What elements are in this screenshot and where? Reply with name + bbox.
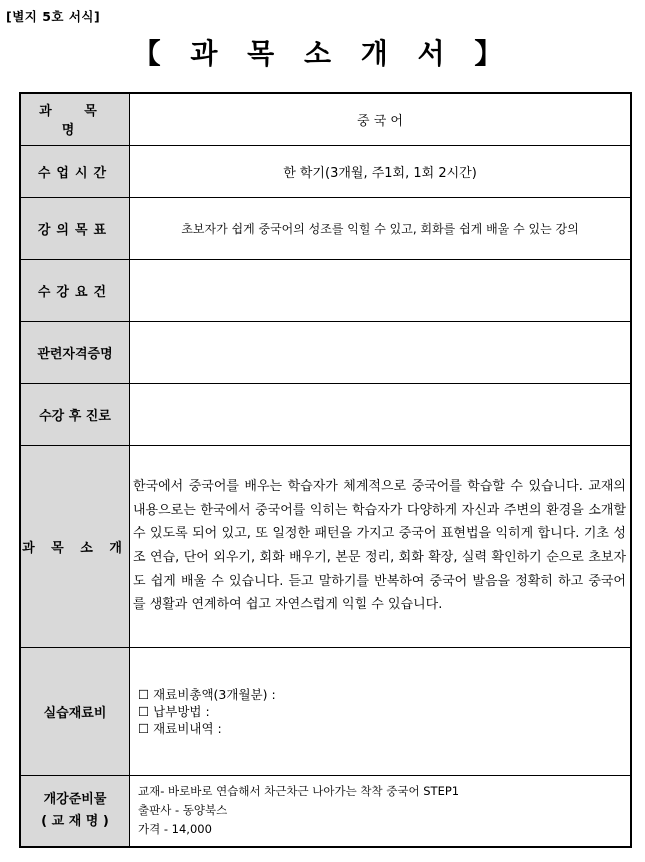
row-intro (20, 445, 631, 647)
course-name-label: 과 목 명 (20, 93, 130, 145)
lecture-goal-value: 초보자가 쉽게 중국어의 성조를 익힐 수 있고, 회화를 쉽게 배울 수 있는 강의 (130, 197, 632, 259)
class-hours-label: 수업시간 (20, 145, 130, 197)
requirements-label: 수강요건 (20, 259, 130, 321)
textbook-title: 교재- 바로바로 연습해서 차근차근 나아가는 착착 중국어 STEP1 (138, 784, 460, 799)
row-textbook (20, 775, 631, 847)
form-number-label: [별지 5호 서식] (6, 9, 101, 24)
course-name-value: 중 국 어 (130, 93, 632, 145)
row-class-hours (20, 145, 631, 197)
textbook-cell (130, 775, 632, 847)
textbook-label-line2: ( 교 재 명 ) (41, 813, 109, 829)
career-label: 수강 후 진로 (20, 383, 130, 445)
intro-cell (130, 445, 632, 647)
payment-method-checkbox[interactable]: ☐ 납부방법 : (138, 703, 210, 719)
certification-label: 관련자격증명 (20, 321, 130, 383)
career-value (130, 383, 632, 445)
row-lecture-goal (20, 197, 631, 259)
requirements-value (130, 259, 632, 321)
document-title: 【 과 목 소 개 서 】 (132, 37, 513, 70)
textbook-label-line1: 개강준비물 (43, 791, 107, 807)
materials-total-checkbox[interactable]: ☐ 재료비총액(3개월분) : (138, 686, 276, 702)
row-requirements (20, 259, 631, 321)
row-course-name (20, 93, 631, 145)
textbook-publisher: 출판사 - 동양북스 (138, 803, 228, 818)
textbook-label (20, 775, 130, 847)
certification-value (130, 321, 632, 383)
materials-label: 실습재료비 (20, 647, 130, 775)
course-info-table (19, 92, 632, 848)
row-materials (20, 647, 631, 775)
materials-detail-checkbox[interactable]: ☐ 재료비내역 : (138, 720, 222, 736)
lecture-goal-label: 강의목표 (20, 197, 130, 259)
materials-cell (130, 647, 632, 775)
textbook-price: 가격 - 14,000 (138, 822, 212, 837)
row-career (20, 383, 631, 445)
class-hours-value: 한 학기(3개월, 주1회, 1회 2시간) (130, 145, 632, 197)
row-certification (20, 321, 631, 383)
intro-label: 과 목 소 개 (20, 445, 130, 647)
intro-text: 한국에서 중국어를 배우는 학습자가 체계적으로 중국어를 학습할 수 있습니다. 교재의 내용으로는 한국에서 중국어를 익히는 학습자가 다양하게 자신과 주변의 환경을 소개할 수 있도록 되어 있고, 또 일정한 패턴을 가지고 중국어 표현법을 익히게 합니다. 기초 성조 연습, 단어 외우기, 회화 배우기, 본문 정리, 회화 확장, 실력 확인하기 순으로 초보자도 쉽게 배울 수 있습니다. 듣고 말하기를 반복하여 중국어 발음을 정확히 하고 중국어를 생활과 연계하여 쉽고 자연스럽게 익힐 수 있습니다. (133, 479, 626, 613)
